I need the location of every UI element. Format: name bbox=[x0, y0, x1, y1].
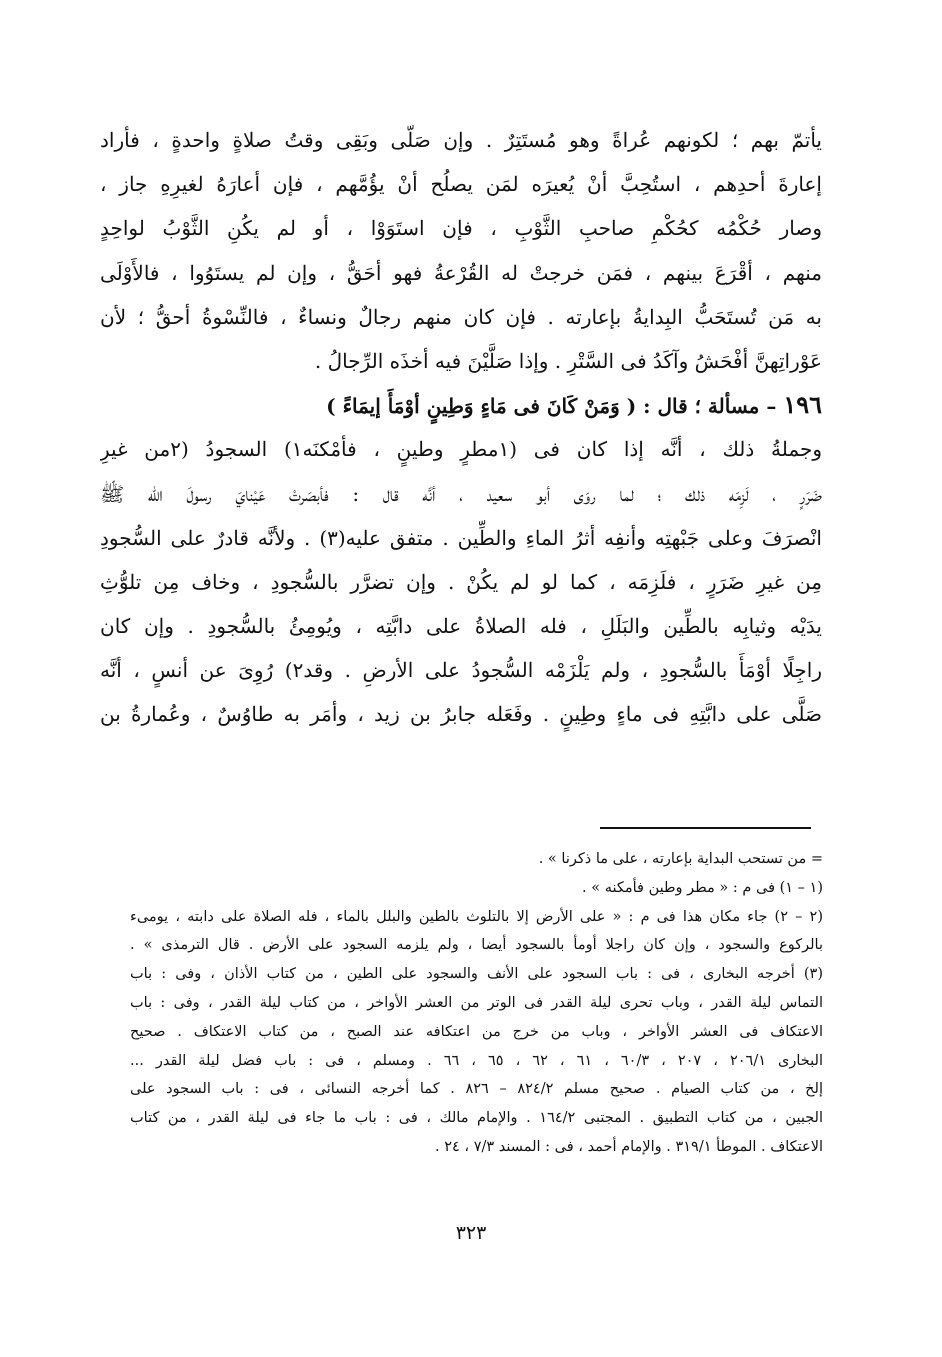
main-text-line: ضَرَرٍ ، لَزِمَه ذلك ؛ لما روَى أبو سعيد ، أنَّه قال : فأبصَرتْ عَيْنايَ رسولَ الله ﷺ bbox=[100, 481, 822, 506]
main-text-line: به مَن تُستَحَبُّ البِدايةُ بإعارته . فإن كان منهم رجالٌ ونساءٌ ، فالنِّسْوةُ أحقُّ ؛ لأن bbox=[100, 304, 822, 329]
main-text-line: وصار حُكْمُه كحُكْمِ صاحبِ الثَّوْبِ ، فإن استَوَوْا ، أو لم يكُنِ الثَّوْبُ لواحِدٍ bbox=[100, 216, 822, 241]
masala-number: ١٩٦ bbox=[783, 390, 822, 420]
footnote-line: البخارى ٢٠٦/١ ، ٢٠٧ ، ٦٠/٣ ، ٦١ ، ٦٢ ، ٦٥ ، ٦٦ . ومسلم ، فى : باب فضل ليلة القدر ... bbox=[130, 1052, 823, 1069]
footnote-line: (١ – ١) فى م : « مطر وطين فأمكنه » . bbox=[582, 879, 823, 896]
main-text-line: انْصرَفَ وعلى جَبْهتِه وأنفِه أثرُ الماءِ والطِّين . متفق عليه(٣) . ولأنَّه قادرٌ على السُّجودِ bbox=[100, 525, 822, 550]
footnote-line: (٢ – ٢) جاء مكان هذا فى م : « على الأرض إلا بالتلوث بالطين والبلل بالماء ، فله الصلاة على دابته ، يومىء bbox=[130, 908, 823, 925]
masala-heading-text: – مسألة ؛ قال : ( وَمَنْ كَانَ فى مَاءٍ وَطِينٍ أوْمَأَ إيمَاءً ) bbox=[326, 394, 784, 419]
masala-heading bbox=[100, 383, 822, 427]
main-text-line: يأتمّ بهم ؛ لكونهم عُراةً وهو مُستَتِرٌ . وإن صَلّى وبَقِى وقتُ صلاةٍ واحدةٍ ، فأراد bbox=[100, 128, 822, 152]
main-text-line: راجِلًا أوْمَأَ بالسُّجودِ ، ولم يَلْزَمْه السُّجودُ على الأرضِ . وقد٢) رُوِىَ عن أنسٍ ، أنَّه bbox=[100, 658, 822, 683]
main-text-line: وجملةُ ذلك ، أنَّه إذا كان فى (١مطرٍ وطينٍ ، فأمْكنَه١) السجودُ (٢من غيرِ bbox=[100, 437, 822, 462]
main-text-block bbox=[100, 118, 822, 737]
footnote-line: التماس ليلة القدر ، وباب تحرى ليلة القدر فى الوتر من العشر الأواخر ، من كتاب ليلة القدر ، وفى : باب bbox=[130, 994, 823, 1011]
footnote-line: الجبين ، من كتاب التطبيق . المجتبى ١٦٤/٢ . والإمام مالك ، فى : باب ما جاء فى ليلة القدر ، من كتاب bbox=[130, 1110, 823, 1127]
footnotes-block bbox=[130, 845, 823, 1162]
footnote-line: الاعتكاف فى العشر الأواخر ، وباب من خرج من اعتكافه عند الصبح ، من كتاب الاعتكاف . صحيح bbox=[130, 1023, 823, 1040]
footnote-divider bbox=[600, 827, 811, 829]
footnote-line: بالركوع والسجود ، وإن كان راجلا أومأ بالسجود أيضا ، ولم يلزمه السجود على الأرض . قال الترمذى » . bbox=[130, 937, 823, 954]
main-text-line: إعارةَ أحدِهم ، استُحِبَّ أنْ يُعيرَه لمَن يصلُح أنْ يؤُمَّهم ، فإن أعارَهُ لغيرِهِ جاز ، bbox=[100, 172, 822, 197]
main-text-line: عَوْراتِهنَّ أفْحَشُ وآكَدُ فى السَّتْرِ . وإذا صَلَّيْنَ فيه أخذَه الرِّجالُ . bbox=[314, 348, 822, 373]
main-text-line: يدَيْه وثيابِه بالطِّين والبَلَلِ ، فله الصلاةُ على دابَّتِه ، ويُومِئُ بالسُّجودِ . وإن كان bbox=[100, 614, 822, 639]
footnote-line: (٣) أخرجه البخارى ، فى : باب السجود على الأنف والسجود على الطين ، من كتاب الأذان ، وفى : باب bbox=[130, 966, 823, 983]
footnote-line: = من تستحب البداية بإعارته ، على ما ذكرنا » . bbox=[538, 851, 823, 867]
main-text-line: منهم ، أقْرَعَ بينهم ، فمَن خرجتْ له القُرْعةُ فهو أحَقُّ ، وإن لم يستَوُوا ، فالأَوْلَى bbox=[100, 260, 822, 285]
footnote-line: الاعتكاف . الموطأ ٣١٩/١ . والإمام أحمد ، فى : المسند ٧/٣ ، ٢٤ . bbox=[435, 1138, 823, 1155]
main-text-line: مِن غيرِ ضَرَرٍ ، فلَزِمَه ، كما لو لم يكُنْ . وإن تضرَّر بالسُّجودِ ، وخاف مِن تلوُّثِ bbox=[100, 569, 822, 594]
main-text-line: صَلَّى على دابَّتِهِ فى ماءٍ وطِينٍ . وفَعَله جابرُ بن زيد ، وأمَر به طاوُسٌ ، وعُمارةُ بن bbox=[100, 702, 822, 727]
page-number: ٣٢٣ bbox=[455, 1222, 487, 1244]
footnote-line: إلخ ، من كتاب الصيام . صحيح مسلم ٨٢٤/٢ – ٨٢٦ . كما أخرجه النسائى ، فى : باب السجود على bbox=[130, 1081, 823, 1098]
